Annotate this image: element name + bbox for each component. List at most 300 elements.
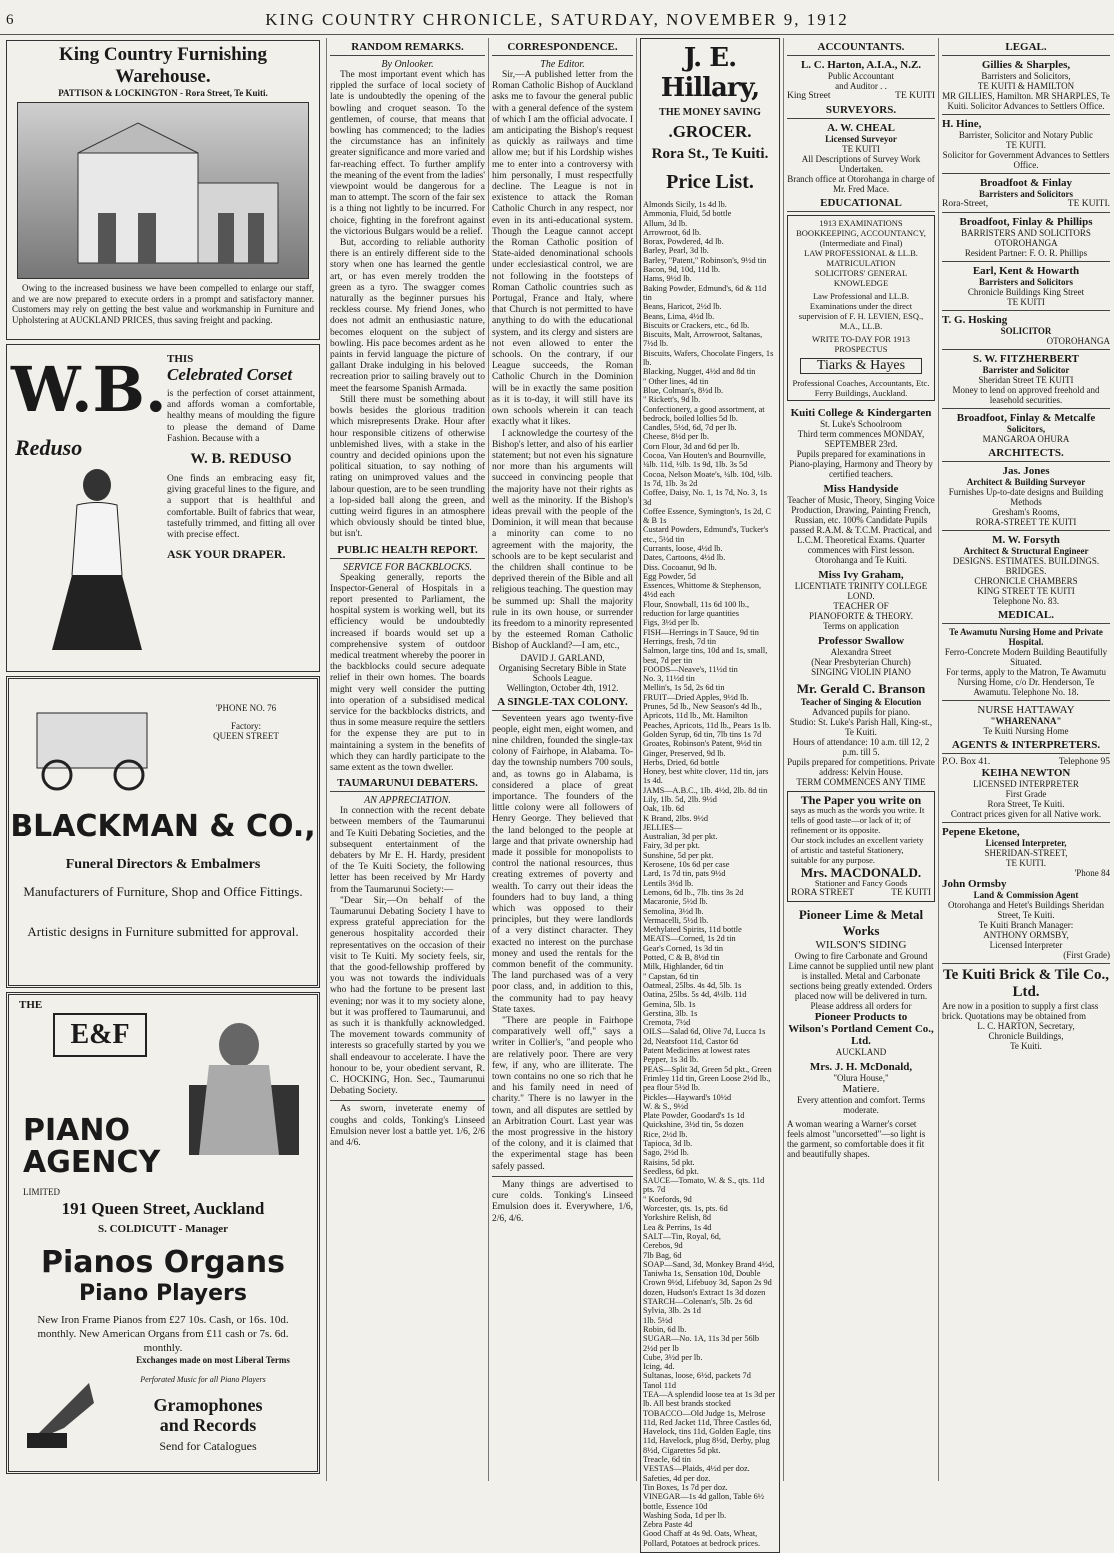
bfp-line-3: Resident Partner: F. O. R. Phillips bbox=[964, 248, 1088, 258]
price-list-item: " Rickett's, 9d lb. bbox=[643, 395, 701, 405]
branson-name: Mr. Gerald C. Branson bbox=[796, 681, 926, 696]
exam-subjects: BOOKKEEPING, ACCOUNTANCY, bbox=[796, 228, 926, 238]
price-list-item: Hams, 9½d lb. bbox=[643, 274, 692, 284]
price-list-item: No. 3, 11½d tin bbox=[643, 674, 695, 684]
piano-agency-2: AGENCY bbox=[23, 1145, 161, 1180]
wilsons-cement: Wilson's Portland Cement Co., Ltd. bbox=[788, 1023, 934, 1047]
pepene-name: Pepene Eketone, bbox=[942, 826, 1020, 838]
price-list-item: Blue, Colman's, 8½d lb. bbox=[643, 385, 724, 395]
hine-line-1: Barrister, Solicitor and Notary Public bbox=[958, 130, 1094, 140]
piano-gram-1: Gramophones bbox=[153, 1395, 263, 1415]
kuiti-college: Kuiti College & Kindergarten bbox=[790, 407, 932, 419]
price-list-item: Pickles—Hayward's 10½d bbox=[643, 1092, 732, 1102]
harton-street: King Street bbox=[787, 91, 831, 101]
tiarks-name: Tiarks & Hayes bbox=[800, 358, 922, 374]
piano-exchange: Exchanges made on most Liberal Terms bbox=[136, 1355, 290, 1365]
correspondence-paragraph-1: Sir,—A published letter from the Roman Catholic Bishop of Auckland asks me to favour the general public with a general defence of the system of which I am the official advocate. I am anticipating the Bishop's request as quickly as railways and time allow me; but if his Lordship wishes me to enter into a controversy with him personally, I must respectfully decline. The League is not in existence to attack the Roman Catholic Church in any respect, nor even in its anti-educational system. Though the League cannot accept the Roman Catholic position of State-aided denominational schools under ecclesiastical control, we are not following in the footsteps of Roman Catholic countries such as Portugal, France and Italy, where that Church is not permitted to have anything to do with the educational system, and its clergy and sisters are not even allowed to enter the schools. On the contrary, if our League succeeds, the Roman Catholic Church in the Dominion will be in exactly the same position as it is to-day, it will still have its own schools wherein it can teach exactly what it likes. bbox=[492, 70, 633, 428]
graham-line-3: PIANOFORTE & THEORY. bbox=[809, 611, 913, 621]
cheal-line-2: TE KUITI bbox=[842, 144, 880, 154]
blackman-text-1: Manufacturers of Furniture, Shop and Office Fittings. bbox=[23, 884, 303, 899]
graham-line-1: LICENTIATE TRINITY COLLEGE LOND. bbox=[794, 581, 928, 601]
jones-line-3: Gresham's Rooms, bbox=[992, 507, 1060, 517]
price-list-item: Raisins, 5d pkt. bbox=[643, 1157, 695, 1167]
branson-line-5: Pupils prepared for competitions. Private address: Kelvin House. bbox=[787, 757, 935, 777]
grocer-address: Rora St., Te Kuiti. bbox=[651, 146, 769, 162]
brick-secretary: L. C. HARTON, Secretary, bbox=[977, 1021, 1075, 1031]
health-paragraph: Speaking generally, reports the Inspector-General of Hospitals in a report presented to Parliament, the hospital system is working well, but its efficiency would be undoubtedly increased if boards would set up a comprehensive system of outdoor medical treatment whereby the poorer in the backblocks could secure adequate relief in their own homes. The boards might very well consider the putting into operation of a subsidised medical service for the backblocks districts, and thus in some measure require the settlers for the expense they are put to in maintaining a system in the benefits of which they can hardly participate to the same extent as the town dweller. bbox=[330, 572, 485, 773]
column-rule bbox=[326, 38, 327, 1481]
price-list-item: Gemina, 5lb. 1s bbox=[643, 999, 696, 1009]
graham-line-4: Terms on application bbox=[823, 621, 899, 631]
bfm-line-1: Solicitors, bbox=[1006, 424, 1046, 434]
broadfoot-town: TE KUITI. bbox=[1067, 199, 1110, 209]
newspaper-title: KING COUNTRY CHRONICLE, SATURDAY, NOVEMBER 9, 1912 bbox=[265, 10, 849, 29]
signature-date: Wellington, October 4th, 1912. bbox=[506, 682, 619, 693]
price-list-item: Allum, 3d lb. bbox=[643, 218, 688, 228]
price-list-item: Cocoa, Van Houten's and Bournville, ¼lb. 11d, ½lb. 1s 9d, 1lb. 3s 5d bbox=[643, 451, 767, 470]
price-list-item: Macaronie, 5½d lb. bbox=[643, 897, 708, 907]
macdonald-name: Mrs. MACDONALD. bbox=[800, 865, 922, 880]
price-list-item: " Capstan, 6d tin bbox=[643, 971, 699, 981]
swallow-line-1: Alexandra Street bbox=[830, 647, 892, 657]
fitzherbert-name: S. W. FITZHERBERT bbox=[973, 353, 1079, 365]
byline: By Onlooker. bbox=[381, 59, 434, 70]
heading-surveyors: SURVEYORS. bbox=[787, 104, 935, 119]
keiha-name: KEIHA NEWTON bbox=[981, 767, 1071, 779]
price-list-item: 1lb. 5½d bbox=[643, 1315, 673, 1325]
price-list-item: Beans, Haricot, 2½d lb. bbox=[643, 302, 722, 312]
price-list-item: Groates, Robinson's Patent, 9½d tin bbox=[643, 739, 762, 749]
gillies-line-1: Barristers and Solicitors, bbox=[981, 71, 1071, 81]
price-list-item: JELLIES— bbox=[643, 822, 683, 832]
pepene-line-3: TE KUITI. bbox=[1006, 858, 1046, 868]
price-list-item: PEAS—Split 3d, Green 5d pkt., Green Frimley 11d tin, Green Loose 2½d lb., pea flour 5½d lb. bbox=[643, 1064, 772, 1093]
brick-town: Te Kuiti. bbox=[1010, 1041, 1042, 1051]
price-list-item: Gear's Corned, 1s 3d tin bbox=[643, 943, 724, 953]
heading-accountants: ACCOUNTANTS. bbox=[787, 41, 935, 56]
price-list-item: Washing Soda, 1d per lb. bbox=[643, 1510, 727, 1520]
exam-prospectus: WRITE TO-DAY FOR 1913 PROSPECTUS bbox=[812, 334, 910, 354]
piano-line-2: Piano Players bbox=[79, 1281, 247, 1306]
price-list-item: Australian, 3d per pkt. bbox=[643, 832, 718, 842]
jones-name: Jas. Jones bbox=[1002, 465, 1050, 477]
furnishing-title: King Country Furnishing Warehouse. bbox=[59, 44, 267, 87]
exam-levels: (Intermediate and Final) bbox=[819, 238, 903, 248]
forsyth-line-1: Architect & Structural Engineer bbox=[963, 546, 1089, 556]
price-list-item: Lea & Perrins, 1s 4d bbox=[643, 1222, 712, 1232]
forsyth-line-2: DESIGNS. ESTIMATES. BUILDINGS. BRIDGES. bbox=[952, 556, 1100, 576]
heading-architects: ARCHITECTS. bbox=[942, 447, 1110, 462]
price-list-item: Gerstina, 3lb. 1s bbox=[643, 1008, 698, 1018]
blackman-subtitle: Funeral Directors & Embalmers bbox=[65, 857, 261, 872]
price-list-item: Seedless, 6d pkt. bbox=[643, 1166, 699, 1176]
price-list-item: Tapioca, 3d lb. bbox=[643, 1138, 693, 1148]
pioneer-text: Owing to fire Carbonate and Ground Lime cannot be supplied until new plant is installed. Metal and Carbonate sections being greatly extended. Orders placed now will be delivered in turn. bbox=[788, 951, 934, 1001]
price-list-item: Corn Flour, 3d and 6d per lb. bbox=[643, 441, 740, 451]
price-list-title: Price List. bbox=[666, 171, 754, 193]
piano-music: Perforated Music for all Piano Players bbox=[140, 1375, 266, 1384]
hosking-line-1: SOLICITOR bbox=[1000, 326, 1052, 336]
random-paragraph-3: Still there must be something about bowls besides the glorious tradition which misrepresents Drake. Hour after hour responsible citizens of otherwise unblemished lives, with a stake in the country and decided opinions upon the political situation, to say nothing of rating on unimproved values and the labour question, are to be seen trundling a lop-sided ball along the green, and cutting weird figures in an atmosphere which obviously should be tinted blue, but isn't. bbox=[330, 394, 485, 540]
price-list-item: Treacle, 6d tin bbox=[643, 1455, 691, 1465]
price-list-item: Essences, Whittome & Stephenson, 4½d each bbox=[643, 581, 762, 600]
price-list-item: Coffee Essence, Symington's, 1s 2d, C & B 1s bbox=[643, 506, 772, 526]
piano-agency-ad bbox=[6, 992, 320, 1474]
price-list-item: Golden Syrup, 6d tin, 7lb tins 1s 7d bbox=[643, 729, 762, 739]
kc-line-1: St. Luke's Schoolroom bbox=[820, 419, 902, 429]
corset-ask: ASK YOUR DRAPER. bbox=[167, 547, 286, 562]
branson-line-2: Advanced pupils for piano. bbox=[812, 707, 910, 717]
taumarunui-paragraph-2: "Dear Sir,—On behalf of the Taumarunui Debating Society I have to express grateful appreciation for the generous hospitality accorded their representatives on the occasion of their visit to Te Kuiti. My society feels, sir, that the good-fellowship proffered by you was not towards the individuals who had the fortune to be present last evening; nor was it to my society alone, but it was proffered to Taumarunui, and as such it is thankfully acknowledged. The movement towards community of interests so gracefully started by you we shall endeavour to accelerate. I have the honour to be, your obedient servant, R. C. HOCKING, Hon. Sec., Taumarunui Debating Society. bbox=[330, 895, 485, 1097]
price-list-item: Sylvia, 3lb. 2s 1d bbox=[643, 1306, 701, 1316]
broadfoot-street: Rora-Street, bbox=[942, 199, 989, 209]
piano-address: 191 Queen Street, Auckland bbox=[61, 1199, 265, 1218]
piano-limited: LIMITED bbox=[23, 1187, 60, 1197]
corset-brand-sub: Reduso bbox=[15, 435, 83, 460]
macdonald-town: TE KUITI bbox=[891, 888, 931, 898]
hine-name: H. Hine, bbox=[942, 118, 982, 130]
awamutu-line-1: Ferro-Concrete Modern Building Beautifully Situated. bbox=[944, 647, 1108, 667]
piano-agency-1: PIANO bbox=[23, 1113, 130, 1148]
warner-note: A woman wearing a Warner's corset feels almost "uncorsetted"—so light is the garment, so comfortable does it fit and beautifully shapes. bbox=[787, 1119, 926, 1159]
price-list-item: SUGAR—No. 1A, 11s 3d per 56lb bbox=[643, 1334, 760, 1344]
price-list-item: FOODS—Neave's, 11½d tin bbox=[643, 664, 738, 674]
ormsby-line-6: (First Grade) bbox=[1063, 950, 1110, 960]
price-list-item: Oatina, 25lbs. 5s 4d, 4½lb. 11d bbox=[643, 990, 747, 1000]
keiha-line-2: First Grade bbox=[1005, 789, 1047, 799]
price-list-item: Egg Powder, 5d bbox=[643, 571, 696, 581]
heading-agents: AGENTS & INTERPRETERS. bbox=[942, 739, 1110, 754]
price-list-item: STARCH—Colenan's, 5lb. 2s 6d bbox=[643, 1297, 753, 1307]
price-list-item: TEA—A splendid loose tea at 1s 3d per lb. All best brands stocked bbox=[643, 1390, 776, 1409]
price-list-item: Biscuits, Wafers, Chocolate Fingers, 1s lb. bbox=[643, 348, 774, 368]
price-list-item: Sago, 2½d lb. bbox=[643, 1148, 689, 1158]
price-list-item: Patent Medicines at lowest rates bbox=[643, 1046, 750, 1056]
hattaway-line: Te Kuiti Nursing Home bbox=[983, 726, 1069, 736]
brick-text: Are now in a position to supply a first class brick. Quotations may be obtained from bbox=[942, 1001, 1099, 1021]
warehouse-image-icon bbox=[18, 103, 308, 278]
heading-correspondence: CORRESPONDENCE. bbox=[492, 41, 633, 56]
price-list-item: Oatmeal, 25lbs. 4s 4d, 5lb. 1s bbox=[643, 980, 742, 990]
piano-line-1: Pianos Organs bbox=[40, 1245, 285, 1280]
column-rule bbox=[938, 38, 939, 1481]
grocer-label: .GROCER. bbox=[668, 122, 752, 141]
price-list-item: Plate Powder, Goodard's 1s 1d bbox=[643, 1111, 745, 1121]
paper-ad bbox=[787, 791, 935, 902]
heading-public-health: PUBLIC HEALTH REPORT. bbox=[330, 544, 485, 559]
single-tax-paragraph-1: Seventeen years ago twenty-five people, eight men, eight women, and nine children, founded the single-tax colony of Fairhope, in Alabama. To-day the township numbers 700 souls, and, as towns go in Alabama, is considered a place of great importance. The founders of the little colony were all followers of Henry George. They believed that the land belonged to the people at large and that private ownership had made it possible for monopolists to control the national resources, thus creating extremes of poverty and wealth. To carry out their ideas the founders had to buy land, a thing which was opposed to their principles, but they were landlords of a very distinct character. They exacted no interest on the purchase money and used the rentals for the common benefit of the community. The land purchased was of a very poor class, and, in addition to this, the community had to pay heavy State taxes. bbox=[492, 713, 633, 1015]
keiha-line-4: Contract prices given for all Native work. bbox=[950, 809, 1102, 819]
column-random-remarks bbox=[330, 38, 485, 1481]
column-ads-left bbox=[4, 38, 322, 1481]
swallow-line-2: (Near Presbyterian Church) bbox=[811, 657, 911, 667]
price-list-item: Currants, loose, 4½d lb. bbox=[643, 543, 723, 553]
forsyth-line-4: KING STREET TE KUITI bbox=[977, 586, 1075, 596]
price-list-item: Yorkshire Relish, 8d bbox=[643, 1213, 712, 1223]
awamutu-line-2: For terms, apply to the Matron, Te Awamutu Nursing Home, c/o Dr. Henderson, Te Awamutu. Telephone No. 18. bbox=[945, 667, 1107, 697]
single-tax-paragraph-2: "There are people in Fairhope comparatively well off," says a writer in Collier's, "and people who are relatively poor. There are very few, if any, who are illiterate. The town contains no one so rich that he and his family need in need of charity." There is no lawyer in the town, and all disputes are settled by an Arbitration Court. Last year was the most progressive in the history of the colony, and it is claimed that the experimental stage has been safely passed. bbox=[492, 1016, 633, 1172]
price-list-item: W. & S., 9½d bbox=[643, 1101, 689, 1111]
phone-84: 'Phone 84 bbox=[1074, 868, 1110, 878]
hattaway-name: NURSE HATTAWAY bbox=[977, 704, 1075, 716]
piano-text: New Iron Frame Pianos from £27 10s. Cash, or 16s. 10d. monthly. New American Organs from £11 cash or 7s. 6d. monthly. bbox=[37, 1314, 289, 1354]
price-list-item: Zebra Paste 4d bbox=[643, 1520, 693, 1530]
forsyth-line-5: Telephone No. 83. bbox=[992, 596, 1060, 606]
price-list-item: Tin Boxes, 1s 7d per doz. bbox=[643, 1482, 728, 1492]
cheal-line-3: All Descriptions of Survey Work Undertaken. bbox=[801, 154, 921, 174]
taumarunui-subheading: AN APPRECIATION. bbox=[364, 795, 451, 807]
price-list-item: Safeties, 4d per doz. bbox=[643, 1473, 711, 1483]
corset-text-2: One finds an embracing easy fit, giving graceful lines to the figure, and a support that is healthful and comfortable. Built of fabrics that wear, tastefully trimmed, and fitting all over with precise effect. bbox=[167, 474, 315, 541]
hattaway-home: "WHARENANA" bbox=[990, 716, 1062, 726]
forsyth-line-3: CHRONICLE CHAMBERS bbox=[974, 576, 1078, 586]
bfp-line-2: OTOROHANGA bbox=[994, 238, 1058, 248]
mcdonald-name: Mrs. J. H. McDonald, bbox=[809, 1061, 913, 1073]
jones-line-1: Architect & Building Surveyor bbox=[966, 477, 1086, 487]
bfp-line-1: BARRISTERS AND SOLICITORS bbox=[961, 228, 1091, 238]
price-list-item: Baking Powder, Edmund's, 6d & 11d tin bbox=[643, 283, 767, 302]
price-list-item: Custard Powders, Edmund's, Tucker's etc., 5½d tin bbox=[643, 525, 769, 544]
heading-legal: LEGAL. bbox=[942, 41, 1110, 56]
furnishing-ad bbox=[6, 40, 320, 340]
blackman-ad bbox=[6, 676, 320, 988]
heading-medical: MEDICAL. bbox=[942, 609, 1110, 624]
blackman-name: BLACKMAN & CO., bbox=[10, 809, 316, 844]
column-correspondence bbox=[492, 38, 633, 1481]
price-list-item: Semolina, 3½d lb. bbox=[643, 906, 704, 916]
column-price-list bbox=[640, 38, 780, 1548]
furnishing-text: Owing to the increased business we have been compelled to enlarge our staff, and we are now prepared to execute orders in a prompt and satisfactory manner. Customers may rely on getting the best value and workmanship in Furniture and Upholstering at AUCKLAND PRICES, thus saving freight and packing. bbox=[12, 283, 314, 325]
macdonald-line-1: Stationer and Fancy Goods bbox=[814, 878, 908, 888]
price-list-item: 2½d per lb bbox=[643, 1343, 679, 1353]
price-list-item: OILS—Salad 6d, Olive 7d, Lucca 1s 2d, Neatsfoot 11d, Castor 6d bbox=[643, 1027, 766, 1046]
mcdonald-house: "Olura House," bbox=[833, 1073, 889, 1083]
price-list-item: Coffee, Daisy, No. 1, 1s 7d, No. 3, 1s 3d bbox=[643, 488, 767, 507]
price-list-item: Dates, Cartoons, 4½d lb. bbox=[643, 553, 726, 563]
price-list-item: Milk, Highlander, 6d tin bbox=[643, 962, 724, 972]
heading-educational: EDUCATIONAL bbox=[787, 197, 935, 212]
po-box: P.O. Box 41. bbox=[942, 757, 991, 767]
correspondence-paragraph-2: I acknowledge the courtesy of the Bishop's letter, and also of his earlier statement; but not even his signature nor more than his arguments will succeed in convincing people that the majority have not their rights as well as the minority. If the Bishop's ideas prevail with the people of the Dominion, it will mean that because a minority can come to no agreement with the majority, the schools are to be kept secularist and the children shall continue to be deprived therein of the Bible and all religious teaching. The question may be summed up: Shall the majority rule in its own house, or surrender its freedom to a minority represented by the esteemed Roman Catholic Bishop of Auckland?—I am, etc., bbox=[492, 428, 633, 652]
price-list-item: TOBACCO—Old Judge 1s, Melrose 11d, Red Jacket 11d, Three Castles 6d, Havelock, tins 11d, Golden Eagle, tins 11d, Havelock, plug 8½d, Derby, plug 8½d, Cigarettes 5d pkt. bbox=[643, 1408, 772, 1455]
corset-ad bbox=[6, 344, 320, 672]
cheal-line-4: Branch office at Otorohanga in charge of Mr. Fred Mace. bbox=[787, 174, 935, 194]
price-list-item: Cremota, 7½d bbox=[643, 1018, 691, 1028]
grocer-tagline: THE MONEY SAVING bbox=[659, 107, 761, 118]
tonking-note: As sworn, inveterate enemy of coughs and colds, Tonking's Linseed Emulsion never lost a battle yet. 1/6, 2/6 and 4/6. bbox=[330, 1104, 485, 1149]
heading-random-remarks: RANDOM REMARKS. bbox=[330, 41, 485, 56]
mcdonald-place: Matiere. bbox=[842, 1083, 880, 1095]
broadfoot-line-1: Barristers and Solicitors bbox=[979, 189, 1073, 199]
ormsby-line-3: Te Kuiti Branch Manager: bbox=[978, 920, 1074, 930]
price-list-item: Cube, 3½d per lb. bbox=[643, 1352, 703, 1362]
price-list-item: FRUIT—Dried Apples, 9½d lb. bbox=[643, 692, 749, 702]
price-list-item: Confectionery, a good assortment, at bedrock, boiled lollies 5d lb. bbox=[643, 404, 765, 423]
broadfoot-name: Broadfoot & Finlay bbox=[979, 177, 1073, 189]
pepene-line-1: Licensed Interpreter, bbox=[985, 838, 1067, 848]
hearse-icon bbox=[17, 693, 167, 793]
price-list-item: " Other lines, 4d tin bbox=[643, 376, 709, 386]
blackman-street: QUEEN STREET bbox=[213, 731, 279, 741]
random-paragraph-1: The most important event which has rippled the surface of local society of late is undoubtedly the opening of the bowling and croquet season. To the gentlemen, of course, that means that bowling has commenced; to the ladies the circumstance has an infinitely greater significance and more varied and far-reaching effect. To further amplify the meaning of the event from the ladies' viewpoint would be dangerous for a man to attempt. The scorn of the fair sex is a thing not lightly to be incurred. For choice, fighting in the forefront against the victorious Bulgars would be a relief. bbox=[330, 70, 485, 237]
price-list-item: Vermacelli, 5½d lb. bbox=[643, 915, 709, 925]
price-list-item: MEATS—Corned, 1s 2d tin bbox=[643, 934, 736, 944]
price-list-item: Biscuits, Malt, Arrowroot, Saltanas, 7½d lb. bbox=[643, 330, 763, 349]
price-list-item: Cerebos, 9d bbox=[643, 1241, 683, 1251]
price-list-item: SAUCE—Tomato, W. & S., qts. 11d pts. 7d bbox=[643, 1176, 765, 1195]
fitzherbert-line-1: Barrister and Solicitor bbox=[982, 365, 1070, 375]
column-rule bbox=[488, 38, 489, 1481]
brick-title: Te Kuiti Brick & Tile Co., Ltd. bbox=[943, 967, 1109, 1000]
earl-line-1: Barristers and Solicitors bbox=[979, 277, 1073, 287]
harton-town: TE KUITI bbox=[895, 91, 935, 101]
earl-line-3: TE KUITI bbox=[1007, 297, 1045, 307]
to-editor: The Editor. bbox=[540, 59, 585, 70]
gillies-name: Gillies & Sharples, bbox=[981, 59, 1071, 71]
heading-single-tax: A SINGLE-TAX COLONY. bbox=[492, 696, 633, 711]
cheal-line-1: Licensed Surveyor bbox=[825, 134, 897, 144]
fitzherbert-line-2: Sheridan Street TE KUITI bbox=[978, 375, 1074, 385]
signature-name: DAVID J. GARLAND, bbox=[520, 652, 605, 663]
earl-name: Earl, Kent & Howarth bbox=[972, 265, 1080, 277]
gramophone-icon bbox=[19, 1373, 99, 1453]
paper-text-1: says as much as the words you write. It tells of good taste—or lack of it; of refinement or its opposite. bbox=[791, 805, 925, 835]
price-list-item: Kerosene, 10s 6d per case bbox=[643, 860, 730, 870]
wilsons-city: AUCKLAND bbox=[835, 1047, 887, 1057]
corset-text-1: is the perfection of corset attainment, and affords woman a comfortable, healthy means of moulding the figure to please the demand of Dame Fashion. Because with a bbox=[167, 389, 315, 444]
signature-title: Organising Secretary Bible in State Schools League. bbox=[498, 662, 627, 683]
price-list-item: Salmon, large tins, 10d and 1s, small, best, 7d per tin bbox=[643, 646, 768, 665]
corset-brand: W.B. bbox=[11, 353, 167, 426]
awamutu-name: Te Awamutu Nursing Home and Private Hospital. bbox=[949, 627, 1103, 647]
exam-matriculation: MATRICULATION bbox=[826, 258, 896, 268]
price-list-item: Beans, Lima, 4½d lb. bbox=[643, 311, 715, 321]
price-list-item: Mellin's, 1s 5d, 2s 6d tin bbox=[643, 683, 725, 693]
graham-line-2: TEACHER OF bbox=[833, 601, 889, 611]
price-list-item: Pepper, 1s 3d lb. bbox=[643, 1055, 699, 1065]
heading-taumarunui: TAUMARUNUI DEBATERS. bbox=[330, 777, 485, 792]
swallow-line-3: SINGING VIOLIN PIANO bbox=[811, 667, 911, 677]
price-list-item: FISH—Herrings in T Sauce, 9d tin bbox=[643, 627, 759, 637]
piano-manager: S. COLDICUTT - Manager bbox=[98, 1223, 228, 1235]
price-list-item: Herrings, fresh, 7d tin bbox=[643, 636, 717, 646]
price-list-item: Flour, Snowball, 11s 6d 100 lb., reduction for large quantities bbox=[643, 599, 750, 619]
corset-title: Celebrated Corset bbox=[167, 365, 293, 384]
harton-name: L. C. Harton, A.I.A., N.Z. bbox=[800, 59, 922, 71]
corset-this: THIS bbox=[167, 353, 194, 365]
cheal-name: A. W. CHEAL bbox=[827, 122, 895, 134]
branson-line-1: Teacher of Singing & Elocution bbox=[800, 697, 922, 707]
price-list-item: " Koefords, 9d bbox=[643, 1194, 692, 1204]
pepene-line-2: SHERIDAN-STREET, bbox=[984, 848, 1068, 858]
price-list-item: Good Chaff at 4s 9d. Oats, Wheat, Pollard, Potatoes at bedrock prices. bbox=[643, 1529, 761, 1548]
health-subheading: SERVICE FOR BACKBLOCKS. bbox=[343, 561, 472, 573]
column-professional bbox=[787, 38, 935, 1481]
keiha-line-3: Rora Street, Te Kuiti. bbox=[987, 799, 1065, 809]
handyside-text: Teacher of Music, Theory, Singing Voice Production, Drawing, Painting French, Russian, etc. 100% Candidate Pupils passed R.A.M. & T.C.M. Practical, and L.C.M. Theoretical Exams. Quarter commences with First lesson. Otorohanga and Te Kuiti. bbox=[787, 495, 935, 565]
masthead bbox=[0, 0, 1114, 35]
grocer-name: J. E. Hillary, bbox=[660, 43, 760, 103]
graham-name: Miss Ivy Graham, bbox=[818, 569, 904, 581]
kc-line-2: Third term commences MONDAY, SEPTEMBER 23rd. bbox=[797, 429, 925, 449]
brick-building: Chronicle Buildings, bbox=[988, 1031, 1064, 1041]
ormsby-line-2: Otorohanga and Hetet's Buildings Sheridan Street, Te Kuiti. bbox=[947, 900, 1105, 920]
ormsby-line-1: Land & Commission Agent bbox=[973, 890, 1079, 900]
pioneer-siding: WILSON'S SIDING bbox=[815, 939, 907, 951]
earl-line-2: Chronicle Buildings King Street bbox=[967, 287, 1085, 297]
pioneer-products: Pioneer Products to bbox=[814, 1011, 908, 1023]
page-number: 6 bbox=[6, 12, 14, 28]
keiha-line-1: LICENSED INTERPRETER bbox=[973, 779, 1079, 789]
harton-line-1: Public Accountant bbox=[827, 71, 895, 81]
price-list-item: K Brand, 2lbs. 9½d bbox=[643, 813, 708, 823]
piano-logo: E&F bbox=[53, 1013, 147, 1057]
piano-catalogue: Send for Catalogues bbox=[159, 1439, 257, 1453]
column-rule bbox=[636, 38, 637, 1481]
price-list-item: Biscuits or Crackers, etc., 6d lb. bbox=[643, 320, 750, 330]
price-list-item: Tanol 11d bbox=[643, 1380, 676, 1390]
price-list-item: Rice, 2½d lb. bbox=[643, 1129, 688, 1139]
jones-line-2: Furnishes Up-to-date designs and Building Methods bbox=[948, 487, 1104, 507]
bfp-name: Broadfoot, Finlay & Phillips bbox=[959, 216, 1093, 228]
price-list-item: Prunes, 5d lb., New Season's 4d lb., Apricots, 11d lb., Mt. Hamilton Peaches, Apricots, 11d lb., Pears 1s lb. bbox=[643, 702, 772, 730]
paper-text-2: Our stock includes an excellent variety of artistic and tasteful Stationery, suitable for any purpose. bbox=[791, 835, 924, 865]
piano-gram-2: and Records bbox=[159, 1415, 257, 1435]
mcdonald-text: Every attention and comfort. Terms moderate. bbox=[797, 1095, 925, 1115]
blackman-factory: Factory: bbox=[231, 721, 261, 731]
tonking-note-2: Many things are advertised to cure colds. Tonking's Linseed Emulsion does it. Everywhere, 1/6, 2/6, 4/6. bbox=[492, 1179, 633, 1224]
warehouse-photo bbox=[17, 102, 309, 279]
exam-supervision: Law Professional and LL.B. Examinations under the direct supervision of F. H. LEVIEN, ESQ., M.A., LL.B. bbox=[798, 291, 924, 331]
exam-year: 1913 EXAMINATIONS bbox=[819, 218, 903, 228]
ormsby-name: John Ormsby bbox=[942, 878, 1007, 890]
price-list-item: JAMS—A.B.C., 1lb. 4½d, 2lb. 8d tin bbox=[643, 785, 768, 795]
hine-line-3: Solicitor for Government Advances to Settlers Office. bbox=[942, 150, 1110, 170]
price-list-item: Almonds Sicily, 1s 4d lb. bbox=[643, 200, 727, 209]
harton-line-2: and Auditor . . bbox=[835, 81, 887, 91]
blackman-phone: 'PHONE NO. 76 bbox=[215, 703, 277, 713]
taumarunui-paragraph-1: In connection with the recent debate between members of the Taumarunui and Te Kuiti Debating Societies, and the subsequent entertainment of the debaters by Mr E. H. Hardy, president of the Te Kuiti Society, the following letter has been received by Mr Hardy from the Taumarunui Society:— bbox=[330, 806, 485, 895]
price-list-item: Barley, "Patent," Robinson's, 9½d tin bbox=[643, 255, 767, 265]
exam-solicitors: SOLICITORS' GENERAL KNOWLEDGE bbox=[814, 268, 908, 288]
hine-line-2: TE KUITI. bbox=[1006, 140, 1046, 150]
column-rule bbox=[783, 38, 784, 1481]
price-list-item: Lily, 1lb. 5d, 2lb. 9½d bbox=[643, 795, 717, 804]
pioneer-address-label: Please address all orders for bbox=[810, 1001, 912, 1011]
blackman-text-2: Artistic designs in Furniture submitted for approval. bbox=[27, 924, 299, 939]
price-list-item: Ginger, Preserved, 9d lb. bbox=[643, 748, 726, 758]
gillies-line-2: TE KUITI & HAMILTON bbox=[977, 81, 1075, 91]
corset-name: W. B. REDUSO bbox=[190, 451, 292, 468]
branson-line-4: Hours of attendance: 10 a.m. till 12, 2 p.m. till 5. bbox=[792, 737, 930, 757]
price-list-item: SOAP—Sand, 3d, Monkey Brand 4½d, Taniwha 1s, Sensation 10d, Double Crown 9½d, Lifebuoy 3d, Sapon 2s 9d dozen, Hudson's Extract 1s 3d dozen bbox=[643, 1259, 775, 1297]
branson-line-6: TERM COMMENCES ANY TIME bbox=[796, 777, 926, 787]
price-list-item: Quickshine, 3½d tin, 5s dozen bbox=[643, 1120, 744, 1130]
price-list-item: VINEGAR—1s 4d gallon, Table 6½ bottle, Essence 10d bbox=[643, 1492, 764, 1511]
piano-the: THE bbox=[19, 999, 43, 1011]
forsyth-name: M. W. Forsyth bbox=[992, 534, 1060, 546]
corset-figure-icon bbox=[27, 465, 167, 655]
price-list-item: Herbs, Dried, 6d bottle bbox=[643, 757, 720, 767]
price-list-item: Icing, 4d. bbox=[643, 1362, 675, 1372]
hosking-name: T. G. Hosking bbox=[942, 314, 1008, 326]
price-list-item: Diss. Cocoanut, 9d lb. bbox=[643, 562, 717, 572]
price-list-item: Ammonia, Fluid, 5d bottle bbox=[643, 209, 732, 219]
fitzherbert-line-3: Money to lend on approved freehold and leasehold securities. bbox=[952, 385, 1100, 405]
price-list-item: SALT—Tin, Royal, 6d, bbox=[643, 1231, 721, 1241]
column-legal bbox=[942, 38, 1110, 1481]
macdonald-street: RORA STREET bbox=[791, 888, 855, 898]
